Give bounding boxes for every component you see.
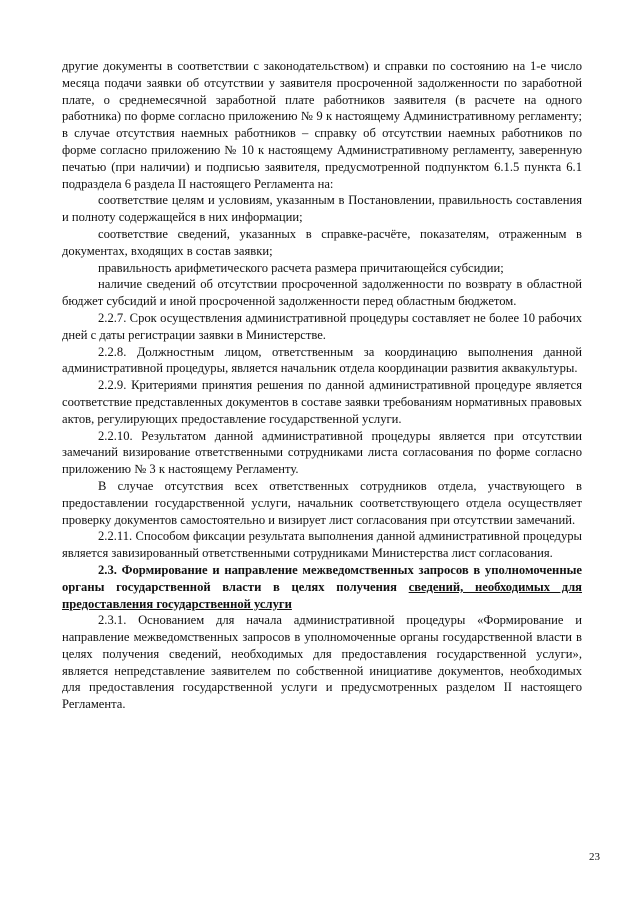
document-page [62,58,582,713]
paragraph-2-2-11: 2.2.11. Способом фиксации результата выполнения данной административной процедуры является завизированный ответственными сотрудниками Министерства лист согласования. [62,529,582,561]
paragraph-continuation: другие документы в соответствии с законодательством) и справки по состоянию на 1-е число месяца подачи заявки об отсутствии у заявителя просроченной задолженности по заработной плате, о среднемесячной заработной плате работников заявителя (в расчете на одного работника) по форме согласно приложению № 9 к настоящему Административному регламенту; в случае отсутствия наемных работников – справку об отсутствии наемных работников по форме согласно приложению № 10 к настоящему Административному регламенту, заверенную печатью (при наличии) и подписью заявителя, предусмотренной подпунктом 6.1.5 пункта 6.1 подраздела 6 раздела II настоящего Регламента на: [62,59,582,191]
paragraph-2-2-7: 2.2.7. Срок осуществления административной процедуры составляет не более 10 рабочих дней с даты регистрации заявки в Министерстве. [62,310,582,342]
paragraph-2-2-8: 2.2.8. Должностным лицом, ответственным за координацию выполнения данной административной процедуры, является начальник отдела координации развития аквакультуры. [62,344,582,376]
section-heading-2-3 [62,562,582,612]
paragraph-2-2-9: 2.2.9. Критериями принятия решения по данной административной процедуре является соответствие представленных документов в составе заявки требованиям нормативных правовых актов, регулирующих предоставление государственной услуги. [62,378,582,426]
paragraph-2-2-10: 2.2.10. Результатом данной административной процедуры является при отсутствии замечаний визирование ответственными сотрудниками листа согласования по форме согласно приложению № 3 к настоящему Регламенту. [62,428,582,477]
section-heading-underlined: сведений, необходимых для предоставления государственной услуги [62,579,582,611]
paragraph-debt-check: наличие сведений об отсутствии просроченной задолженности по возврату в областной бюджет субсидий и иной просроченной задолженности перед областным бюджетом. [62,277,582,309]
paragraph-arithmetic-check: правильность арифметического расчета размера причитающейся субсидии; [98,260,504,275]
paragraph-goals-compliance: соответствие целям и условиям, указанным в Постановлении, правильность составления и полноту содержащейся в них информации; [62,193,582,225]
paragraph-2-3-1: 2.3.1. Основанием для начала административной процедуры «Формирование и направление межведомственных запросов в уполномоченные органы государственной власти в целях получения сведений, необходимых для предоставления государственной услуги», является непредставление заявителем по собственной инициативе документов, необходимых для предоставления государственной услуги и предусмотренных разделом II настоящего Регламента. [62,613,582,712]
paragraph-data-compliance: соответствие сведений, указанных в справке-расчёте, показателям, отраженным в документах, входящих в состав заявки; [62,226,582,258]
section-heading-text: 2.3. Формирование и направление межведомственных запросов в уполномоченные органы государственной власти в целях получения [62,562,582,594]
page-number: 23 [589,851,600,863]
paragraph-absence-case: В случае отсутствия всех ответственных сотрудников отдела, участвующего в предоставлении государственной услуги, начальник соответствующего отдела осуществляет проверку документов самостоятельно и визирует лист согласования при отсутствии замечаний. [62,478,582,527]
